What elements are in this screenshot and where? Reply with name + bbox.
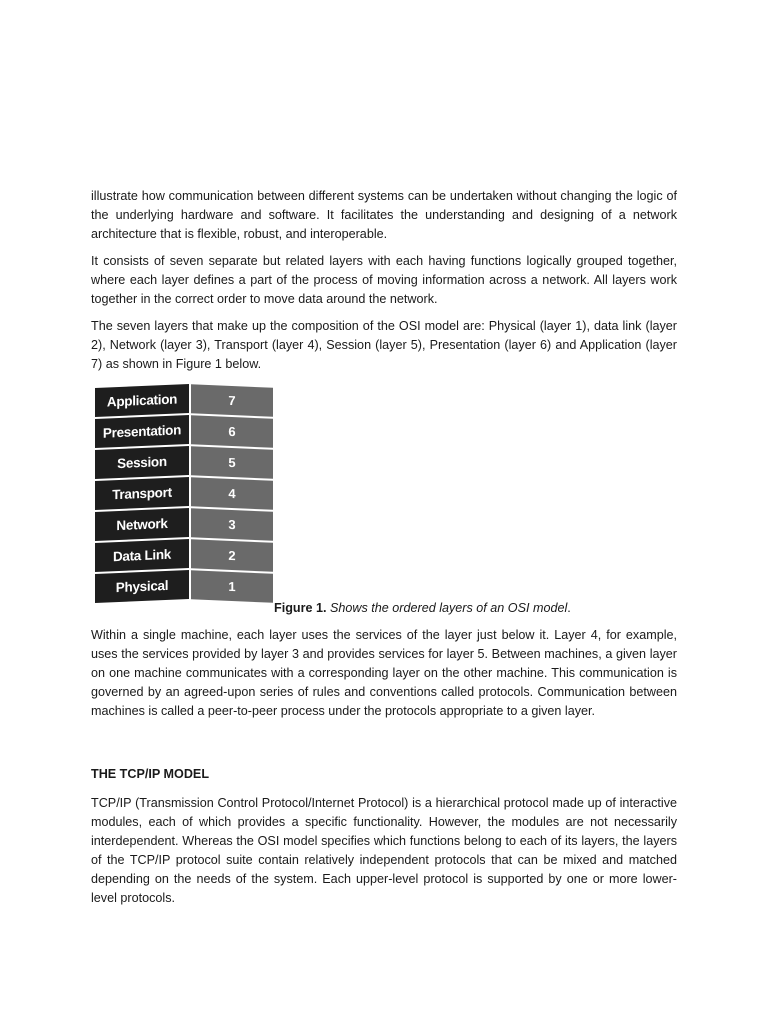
osi-layer-number: 1 — [191, 570, 273, 603]
paragraph-intro-1: illustrate how communication between different systems can be undertaken without changing the logic of the underlying hardware and software. It facilitates the understanding and designing of a network architecture that is flexible, robust, and interoperable. — [91, 189, 677, 241]
osi-layer-number: 7 — [191, 384, 273, 417]
osi-figure — [91, 386, 677, 618]
figure-caption — [274, 600, 571, 616]
osi-layer-row — [95, 541, 273, 570]
osi-layer-name: Physical — [95, 570, 189, 603]
figure-caption-end: . — [567, 601, 571, 615]
paragraph-layers-services: Within a single machine, each layer uses the services of the layer just below it. Layer 4, for example, uses the services provided by layer 3 and provides services for layer 5. Between machines, a given layer on one machine communicates with a corresponding layer on the other machine. This communication is governed by an agreed-upon series of rules and conventions called protocols. Communication between machines is called a peer-to-peer process under the protocols appropriate to a given layer. — [91, 628, 677, 718]
figure-caption-label: Figure 1. — [274, 601, 327, 615]
osi-layer-number: 5 — [191, 446, 273, 479]
osi-layer-row — [95, 386, 273, 415]
osi-layer-row — [95, 510, 273, 539]
osi-layer-name: Transport — [95, 477, 189, 510]
osi-layer-number: 3 — [191, 508, 273, 541]
figure-caption-text: Shows the ordered layers of an OSI model — [329, 601, 568, 615]
osi-layer-row — [95, 448, 273, 477]
paragraph-tcpip: TCP/IP (Transmission Control Protocol/Internet Protocol) is a hierarchical protocol made up of interactive modules, each of which provides a specific functionality. However, the modules are not necessarily interdependent. Whereas the OSI model specifies which functions belong to each of its layers, the layers of the TCP/IP protocol suite contain relatively independent protocols that can be mixed and matched depending on the needs of the system. Each upper-level protocol is supported by one or more lower-level protocols. — [91, 796, 677, 905]
document-page — [91, 187, 677, 916]
paragraph-intro-2: It consists of seven separate but related layers with each having functions logically grouped together, where each layer defines a part of the process of moving information across a network. All layers work together in the correct order to move data around the network. — [91, 254, 677, 306]
osi-layer-row — [95, 479, 273, 508]
osi-layer-name: Application — [95, 384, 189, 417]
osi-layer-number: 6 — [191, 415, 273, 448]
osi-layer-row — [95, 572, 273, 601]
paragraph-intro-3: The seven layers that make up the composition of the OSI model are: Physical (layer 1), data link (layer 2), Network (layer 3), Transport (layer 4), Session (layer 5), Presentation (layer 6) and Application (layer 7) as shown in Figure 1 below. — [91, 319, 677, 371]
section-heading-tcpip: THE TCP/IP MODEL — [91, 767, 210, 781]
osi-layer-number: 2 — [191, 539, 273, 572]
osi-layer-row — [95, 417, 273, 446]
osi-layer-name: Session — [95, 446, 189, 479]
osi-layer-stack — [95, 386, 273, 604]
osi-layer-name: Presentation — [95, 415, 189, 448]
osi-layer-name: Network — [95, 508, 189, 541]
osi-layer-number: 4 — [191, 477, 273, 510]
osi-layer-name: Data Link — [95, 539, 189, 572]
